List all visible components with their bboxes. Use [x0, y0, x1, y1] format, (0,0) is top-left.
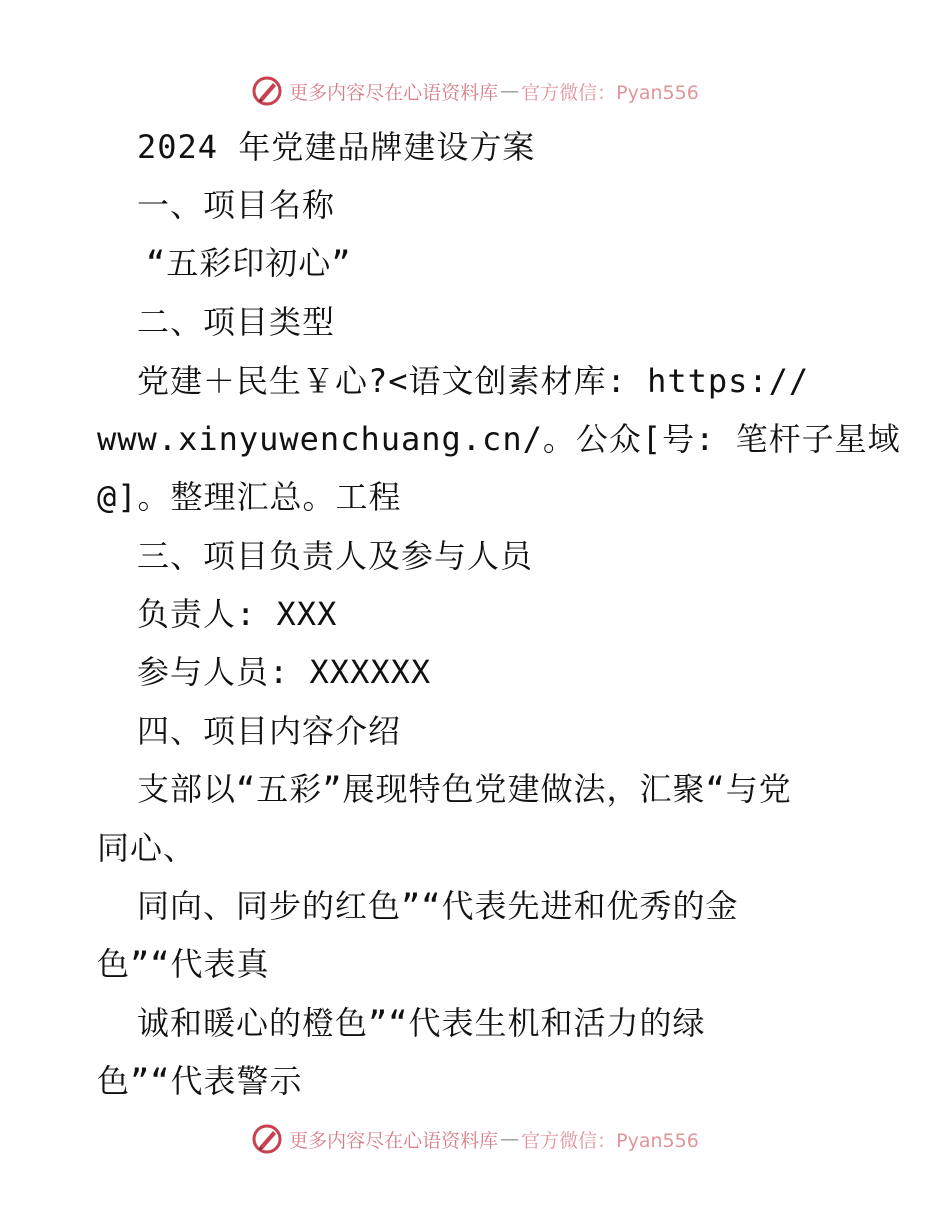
project-name: “五彩印初心” [146, 244, 352, 282]
paragraph-line-4: 色”“代表真 [97, 945, 270, 983]
document-title: 2024 年党建品牌建设方案 [137, 128, 536, 166]
section-4-heading: 四、项目内容介绍 [137, 712, 402, 750]
leader-line: 负责人: XXX [137, 595, 338, 633]
pen-logo-icon [251, 1123, 283, 1155]
section-3-heading: 三、项目负责人及参与人员 [137, 537, 534, 575]
members-line: 参与人员: XXXXXX [137, 653, 432, 691]
watermark-text: 更多内容尽在心语资料库 [289, 81, 499, 104]
project-type-line-3: @]。整理汇总。工程 [97, 478, 402, 516]
footer-watermark [0, 1119, 950, 1159]
watermark-contact: 官方微信：Pyan556 [521, 81, 699, 104]
watermark-contact: 官方微信：Pyan556 [521, 1129, 699, 1152]
paragraph-line-2: 同心、 [97, 829, 197, 867]
paragraph-line-5: 诚和暖心的橙色”“代表生机和活力的绿 [137, 1004, 706, 1042]
watermark-separator: — [500, 80, 520, 102]
watermark-text: 更多内容尽在心语资料库 [289, 1129, 499, 1152]
section-2-heading: 二、项目类型 [137, 303, 336, 341]
watermark-separator: — [500, 1128, 520, 1150]
project-type-line-1: 党建＋民生￥心?<语文创素材库: https:// [137, 362, 810, 400]
pen-logo-icon [251, 75, 283, 107]
paragraph-line-6: 色”“代表警示 [97, 1062, 303, 1100]
section-1-heading: 一、项目名称 [137, 186, 336, 224]
header-watermark [0, 71, 950, 111]
project-type-line-2: www.xinyuwenchuang.cn/。公众[号: 笔杆子星域 [97, 420, 901, 458]
paragraph-line-1: 支部以“五彩”展现特色党建做法，汇聚“与党 [137, 770, 792, 808]
paragraph-line-3: 同向、同步的红色”“代表先进和优秀的金 [137, 887, 739, 925]
